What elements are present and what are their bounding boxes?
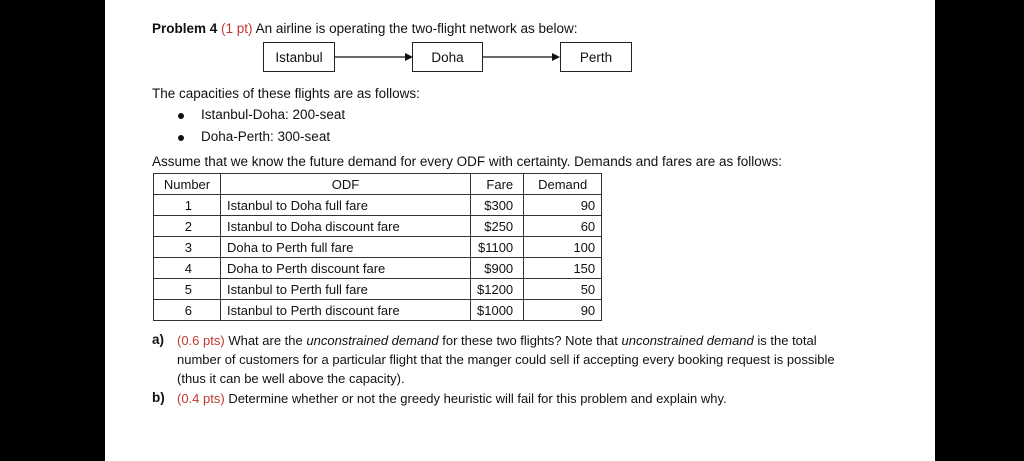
capacities-intro: The capacities of these flights are as follows: (152, 86, 420, 101)
cell-fare: $300 (471, 195, 524, 216)
cell-odf: Istanbul to Doha full fare (221, 195, 471, 216)
cell-demand: 100 (524, 237, 602, 258)
cell-number: 6 (154, 300, 221, 321)
cell-odf: Istanbul to Perth discount fare (221, 300, 471, 321)
cell-fare: $1100 (471, 237, 524, 258)
table-header-row (154, 174, 602, 195)
header-odf: ODF (221, 174, 471, 195)
capacity-item: Doha-Perth: 300-seat (201, 129, 331, 144)
question-a-text: (0.6 pts) What are the unconstrained demand for these two flights? Note that unconstrained demand is the total number of customers for a particular flight that the manger could sell if accepting every booking request is possible (thus it can be well above the capacity). (177, 333, 835, 386)
table-row (154, 237, 602, 258)
cell-fare: $1200 (471, 279, 524, 300)
cell-number: 2 (154, 216, 221, 237)
assumption-text: Assume that we know the future demand for every ODF with certainty. Demands and fares are as follows: (152, 154, 783, 169)
cell-demand: 60 (524, 216, 602, 237)
problem-heading (152, 20, 578, 38)
header-fare: Fare (471, 174, 524, 195)
cell-demand: 90 (524, 300, 602, 321)
problem-intro: An airline is operating the two-flight network as below: (255, 21, 578, 36)
question-b-label: b) (152, 390, 165, 405)
cell-number: 3 (154, 237, 221, 258)
bullet-icon (178, 113, 184, 119)
node-perth: Perth (560, 42, 632, 72)
table-row (154, 195, 602, 216)
header-number: Number (154, 174, 221, 195)
question-a-label: a) (152, 332, 165, 347)
table-row (154, 300, 602, 321)
table-row (154, 279, 602, 300)
cell-number: 5 (154, 279, 221, 300)
node-istanbul: Istanbul (263, 42, 335, 72)
question-a-points: (0.6 pts) (177, 333, 225, 348)
document-page (105, 0, 935, 461)
node-doha: Doha (412, 42, 483, 72)
problem-points: (1 pt) (221, 21, 253, 36)
bullet-icon (178, 135, 184, 141)
cell-odf: Istanbul to Perth full fare (221, 279, 471, 300)
capacity-item: Istanbul-Doha: 200-seat (201, 107, 346, 122)
cell-odf: Doha to Perth discount fare (221, 258, 471, 279)
table-row (154, 258, 602, 279)
odf-table (153, 173, 602, 321)
cell-demand: 50 (524, 279, 602, 300)
cell-number: 1 (154, 195, 221, 216)
header-demand: Demand (524, 174, 602, 195)
cell-fare: $250 (471, 216, 524, 237)
question-b-text: (0.4 pts) Determine whether or not the greedy heuristic will fail for this problem and explain why. (177, 391, 727, 406)
cell-number: 4 (154, 258, 221, 279)
cell-odf: Doha to Perth full fare (221, 237, 471, 258)
arrow-istanbul-doha (335, 50, 415, 64)
cell-fare: $1000 (471, 300, 524, 321)
question-b-points: (0.4 pts) (177, 391, 225, 406)
cell-demand: 90 (524, 195, 602, 216)
table-row (154, 216, 602, 237)
cell-odf: Istanbul to Doha discount fare (221, 216, 471, 237)
arrow-doha-perth (483, 50, 563, 64)
cell-demand: 150 (524, 258, 602, 279)
cell-fare: $900 (471, 258, 524, 279)
problem-label: Problem 4 (152, 21, 218, 36)
